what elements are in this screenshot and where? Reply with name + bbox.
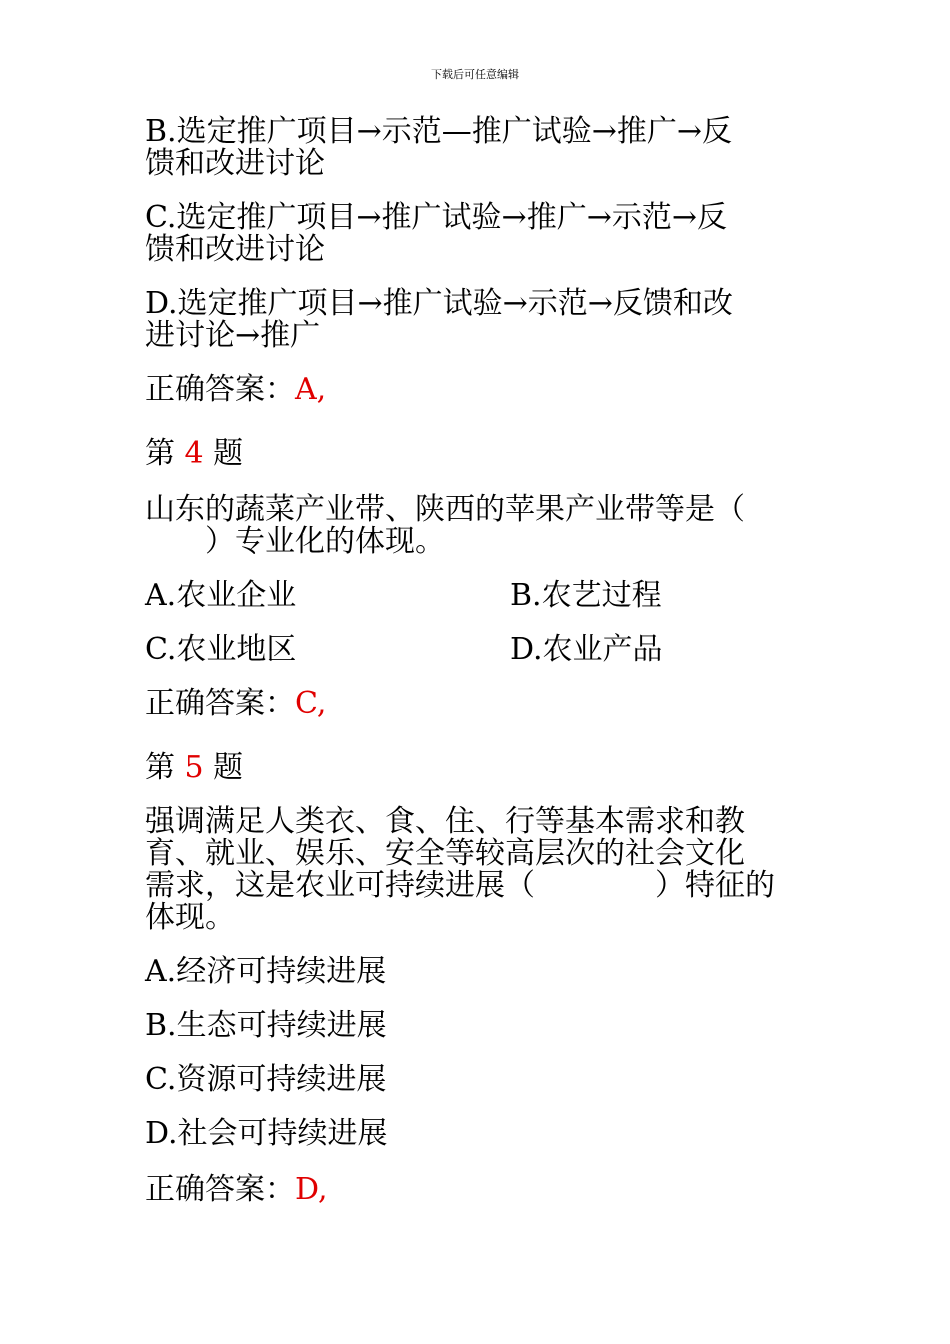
q5-option-a: A.经济可持续进展 (145, 954, 387, 989)
answer-label: 正确答案： (145, 372, 295, 407)
title-prefix: 第 (145, 750, 185, 785)
question-number: 4 (184, 436, 204, 471)
q5-answer (145, 1174, 805, 1206)
q3-option-d-line2: 进讨论→推广 (145, 318, 321, 353)
q4-option-b: B.农艺过程 (510, 578, 662, 613)
q3-answer (145, 374, 805, 406)
q5-stem-line1: 强调满足人类衣、食、住、行等基本需求和教 (145, 804, 745, 839)
q5-stem-line4: 体现。 (145, 900, 235, 935)
q3-option-c-line2: 馈和改进讨论 (145, 232, 325, 267)
q3-option-b-line1: B.选定推广项目→示范—推广试验→推广→反 (145, 114, 732, 149)
q3-option-c-line1: C.选定推广项目→推广试验→推广→示范→反 (145, 200, 727, 235)
q4-answer (145, 688, 805, 720)
answer-value: D, (295, 1172, 328, 1207)
q5-option-d: D.社会可持续进展 (145, 1116, 388, 1151)
q4-title (145, 438, 805, 470)
q3-option-b-line2: 馈和改进讨论 (145, 146, 325, 181)
question-number: 5 (184, 750, 204, 785)
q5-stem-line3: 需求，这是农业可持续进展（ ）特征的 (145, 868, 775, 903)
q5-option-b: B.生态可持续进展 (145, 1008, 387, 1043)
q4-stem-line2: ）专业化的体现。 (145, 524, 445, 559)
answer-value: A, (295, 372, 327, 407)
q5-option-c: C.资源可持续进展 (145, 1062, 387, 1097)
title-suffix: 题 (203, 750, 244, 785)
q4-option-a: A.农业企业 (145, 578, 297, 613)
title-suffix: 题 (203, 436, 244, 471)
q4-stem-line1: 山东的蔬菜产业带、陕西的苹果产业带等是（ (145, 492, 745, 527)
answer-label: 正确答案： (145, 686, 295, 721)
page-header: 下载后可任意编辑 (431, 68, 519, 81)
answer-label: 正确答案： (145, 1172, 295, 1207)
q4-option-d: D.农业产品 (510, 632, 663, 667)
answer-value: C, (295, 686, 327, 721)
q4-option-c: C.农业地区 (145, 632, 297, 667)
title-prefix: 第 (145, 436, 185, 471)
q5-stem-line2: 育、就业、娱乐、安全等较高层次的社会文化 (145, 836, 745, 871)
q3-option-d-line1: D.选定推广项目→推广试验→示范→反馈和改 (145, 286, 733, 321)
q5-title (145, 752, 805, 784)
